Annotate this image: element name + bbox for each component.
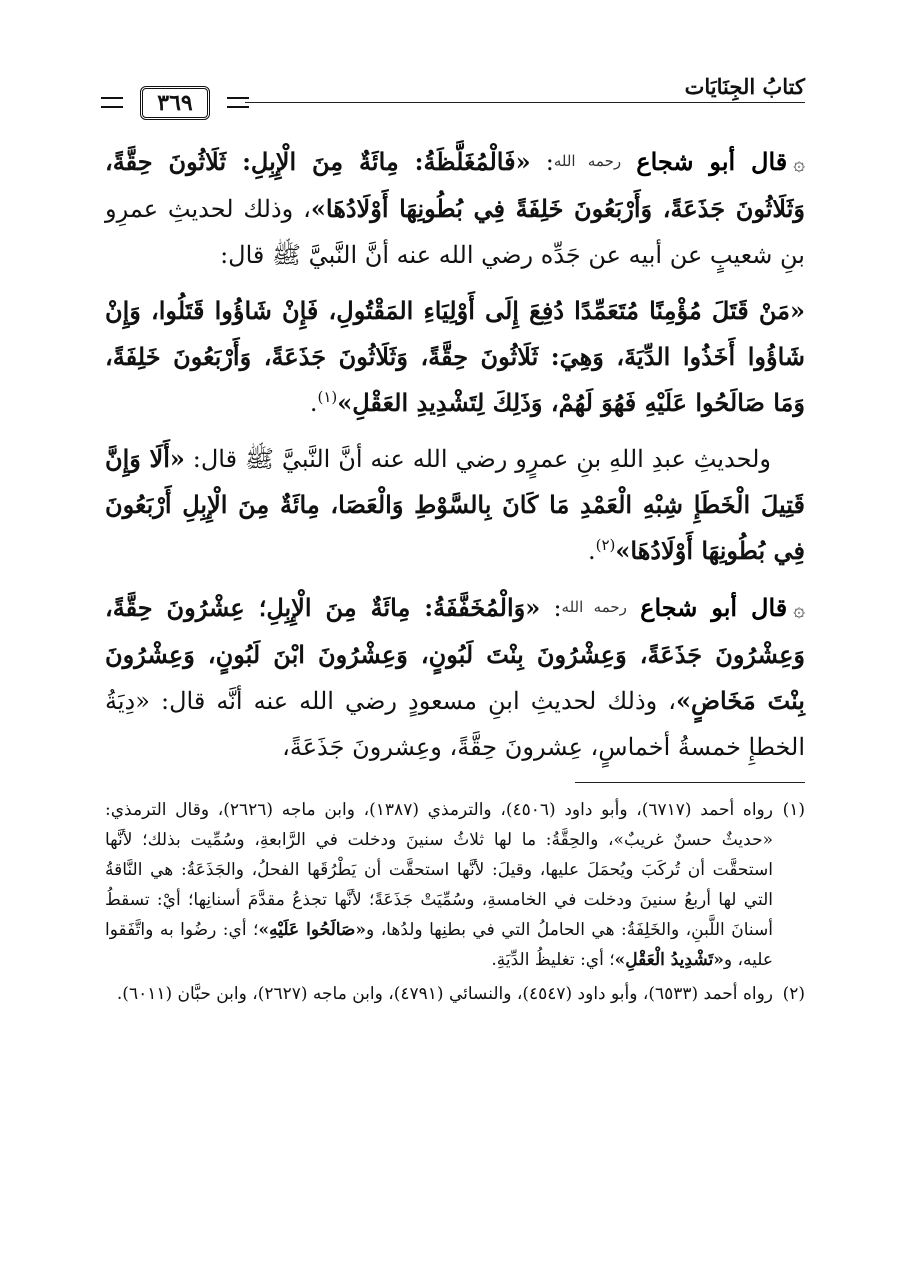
footnotes <box>105 795 805 1009</box>
author-lead: قال أبو شجاع <box>636 147 788 176</box>
hadith-quote: «مَنْ قَتَلَ مُؤْمِنًا مُتَعَمِّدًا دُفِعَ إِلَى أَوْلِيَاءِ المَقْتُولِ، فَإِنْ شَاؤُوا قَتَلُوا، وَإِنْ شَاؤُوا أَخَذُوا الدِّيَةَ، وَهِيَ: ثَلَاثُونَ حِقَّةً، وَثَلَاثُونَ جَذَعَةً، وَأَرْبَعُونَ خَلِفَةً، وَمَا صَالَحُوا عَلَيْهِ فَهُوَ لَهُمْ، وَذَلِكَ لِتَشْدِيدِ العَقْلِ» <box>105 296 805 417</box>
matn-quote: «فَالْمُغَلَّظَةُ: مِائَةٌ مِنَ الْإِبِلِ: ثَلَاثُونَ حِقَّةً، وَثَلَاثُونَ جَذَعَةً، وَأَرْبَعُونَ خَلِفَةً فِي بُطُونِهَا أَوْلَادُهَا» <box>105 147 806 223</box>
footnote-text: رواه أحمد (٦٥٣٣)، وأبو داود (٤٥٤٧)، والنسائي (٤٧٩١)، وابن ماجه (٢٦٢٧)، وابن حبَّان (٦٠١١). <box>116 984 773 1004</box>
commentary-text: ولحديثِ عبدِ اللهِ بنِ عمرٍو رضي الله عنه أنَّ النَّبيَّ ﷺ قال: <box>192 445 772 473</box>
paragraph-4: ۞قال أبو شجاع رحمه الله: «وَالْمُخَفَّفَةُ: مِائَةٌ مِنَ الْإِبِلِ؛ عِشْرُونَ حِقَّةً، وَعِشْرُونَ جَذَعَةً، وَعِشْرُونَ بِنْتَ لَبُونٍ، وَعِشْرُونَ ابْنَ لَبُونٍ، وَعِشْرُونَ بِنْتَ مَخَاضٍ»، وذلك لحديثِ ابنِ مسعودٍ رضي الله عنه أنَّه قال: «دِيَةُ الخطإِ خمسةُ أخماسٍ، عِشرونَ حِقَّةً، وعِشرونَ جَذَعَةً، <box>105 593 806 761</box>
honorific: رحمه الله <box>561 598 627 616</box>
matn-quote: «وَالْمُخَفَّفَةُ: مِائَةٌ مِنَ الْإِبِلِ؛ عِشْرُونَ حِقَّةً، وَعِشْرُونَ جَذَعَةً، وَعِشْرُونَ بِنْتَ لَبُونٍ، وَعِشْرُونَ ابْنَ لَبُونٍ، وَعِشْرُونَ بِنْتَ مَخَاضٍ» <box>105 593 805 715</box>
book-page <box>105 60 805 1250</box>
main-text <box>105 138 805 770</box>
paragraph-2 <box>105 288 805 426</box>
honorific: رحمه الله <box>553 152 622 170</box>
paragraph-1: ۞قال أبو شجاع رحمه الله: «فَالْمُغَلَّظَةُ: مِائَةٌ مِنَ الْإِبِلِ: ثَلَاثُونَ حِقَّةً، وَثَلَاثُونَ جَذَعَةً، وَأَرْبَعُونَ خَلِفَةً فِي بُطُونِهَا أَوْلَادُهَا»، وذلك لحديثِ عمرِو بنِ شعيبٍ عن أبيه عن جَدِّه رضي الله عنه أنَّ النَّبيَّ ﷺ قال: <box>105 147 806 269</box>
paragraph-3 <box>105 436 805 574</box>
footnote-separator <box>575 782 805 783</box>
footnote-ref[interactable]: (٢) <box>595 536 616 554</box>
footnote-text: رواه أحمد (٦٧١٧)، وأبو داود (٤٥٠٦)، والترمذي (١٣٨٧)، وابن ماجه (٢٦٢٦)، وقال الترمذي: «حديثٌ حسنٌ غريبٌ»، والحِقَّةُ: ما لها ثلاثُ سنينَ ودخلت في الرَّابعةِ، وسُمِّيت بذلك؛ لأنَّها استحقَّت أن تُركَبَ ويُحمَلَ عليها، وقيلَ: لأنَّها استحقَّت أن يَطْرُقَها الفحلُ، والجَذَعَةُ: هي النَّاقةُ التي لها أربعُ سنينَ ودخلت في الخامسةِ، وسُمِّيَتْ جَذَعَةً؛ لأنَّها تجذعُ مقدَّمَ أسنانِها؛ أيْ: تسقطُ أسنانَ اللَّبنِ، والخَلِفَةُ: هي الحاملُ التي في بطنِها ولدُها، و«صَالَحُوا عَلَيْهِ»؛ أي: رضُوا به واتَّفَقوا عليه، و«تَشْدِيدُ الْعَقْلِ»؛ أي: تغليظُ الدِّيَةِ. <box>105 800 773 970</box>
footnote-ref[interactable]: (١) <box>317 388 338 406</box>
period: . <box>587 537 596 565</box>
footnote <box>105 979 805 1009</box>
book-title: كتابُ الجِنَايَات <box>684 74 805 99</box>
commentary-text: ، وذلك لحديثِ ابنِ مسعودٍ رضي الله عنه أنَّه قال: «دِيَةُ الخطإِ خمسةُ أخماسٍ، عِشرونَ حِقَّةً، وعِشرونَ جَذَعَةً، <box>105 687 805 761</box>
author-lead: قال أبو شجاع <box>640 593 788 622</box>
period: . <box>309 389 318 417</box>
page-number: ٣٦٩ <box>140 86 209 120</box>
footnote-number: (٢) <box>782 984 805 1004</box>
page-number-frame <box>105 84 245 122</box>
ornament-icon: ۞ <box>793 151 806 175</box>
page-header <box>105 60 805 130</box>
footnote <box>105 795 805 975</box>
commentary-text: ، وذلك لحديثِ عمرِو بنِ شعيبٍ عن أبيه عن جَدِّه رضي الله عنه أنَّ النَّبيَّ ﷺ قال: <box>105 195 805 269</box>
hadith-quote: «أَلَا وَإِنَّ قَتِيلَ الْخَطَإِ شِبْهِ الْعَمْدِ مَا كَانَ بِالسَّوْطِ وَالْعَصَا، مِائَةٌ مِنَ الْإِبِلِ أَرْبَعُونَ فِي بُطُونِهَا أَوْلَادُهَا» <box>105 444 805 565</box>
ornament-icon: ۞ <box>793 597 806 621</box>
footnote-number: (١) <box>782 800 805 820</box>
